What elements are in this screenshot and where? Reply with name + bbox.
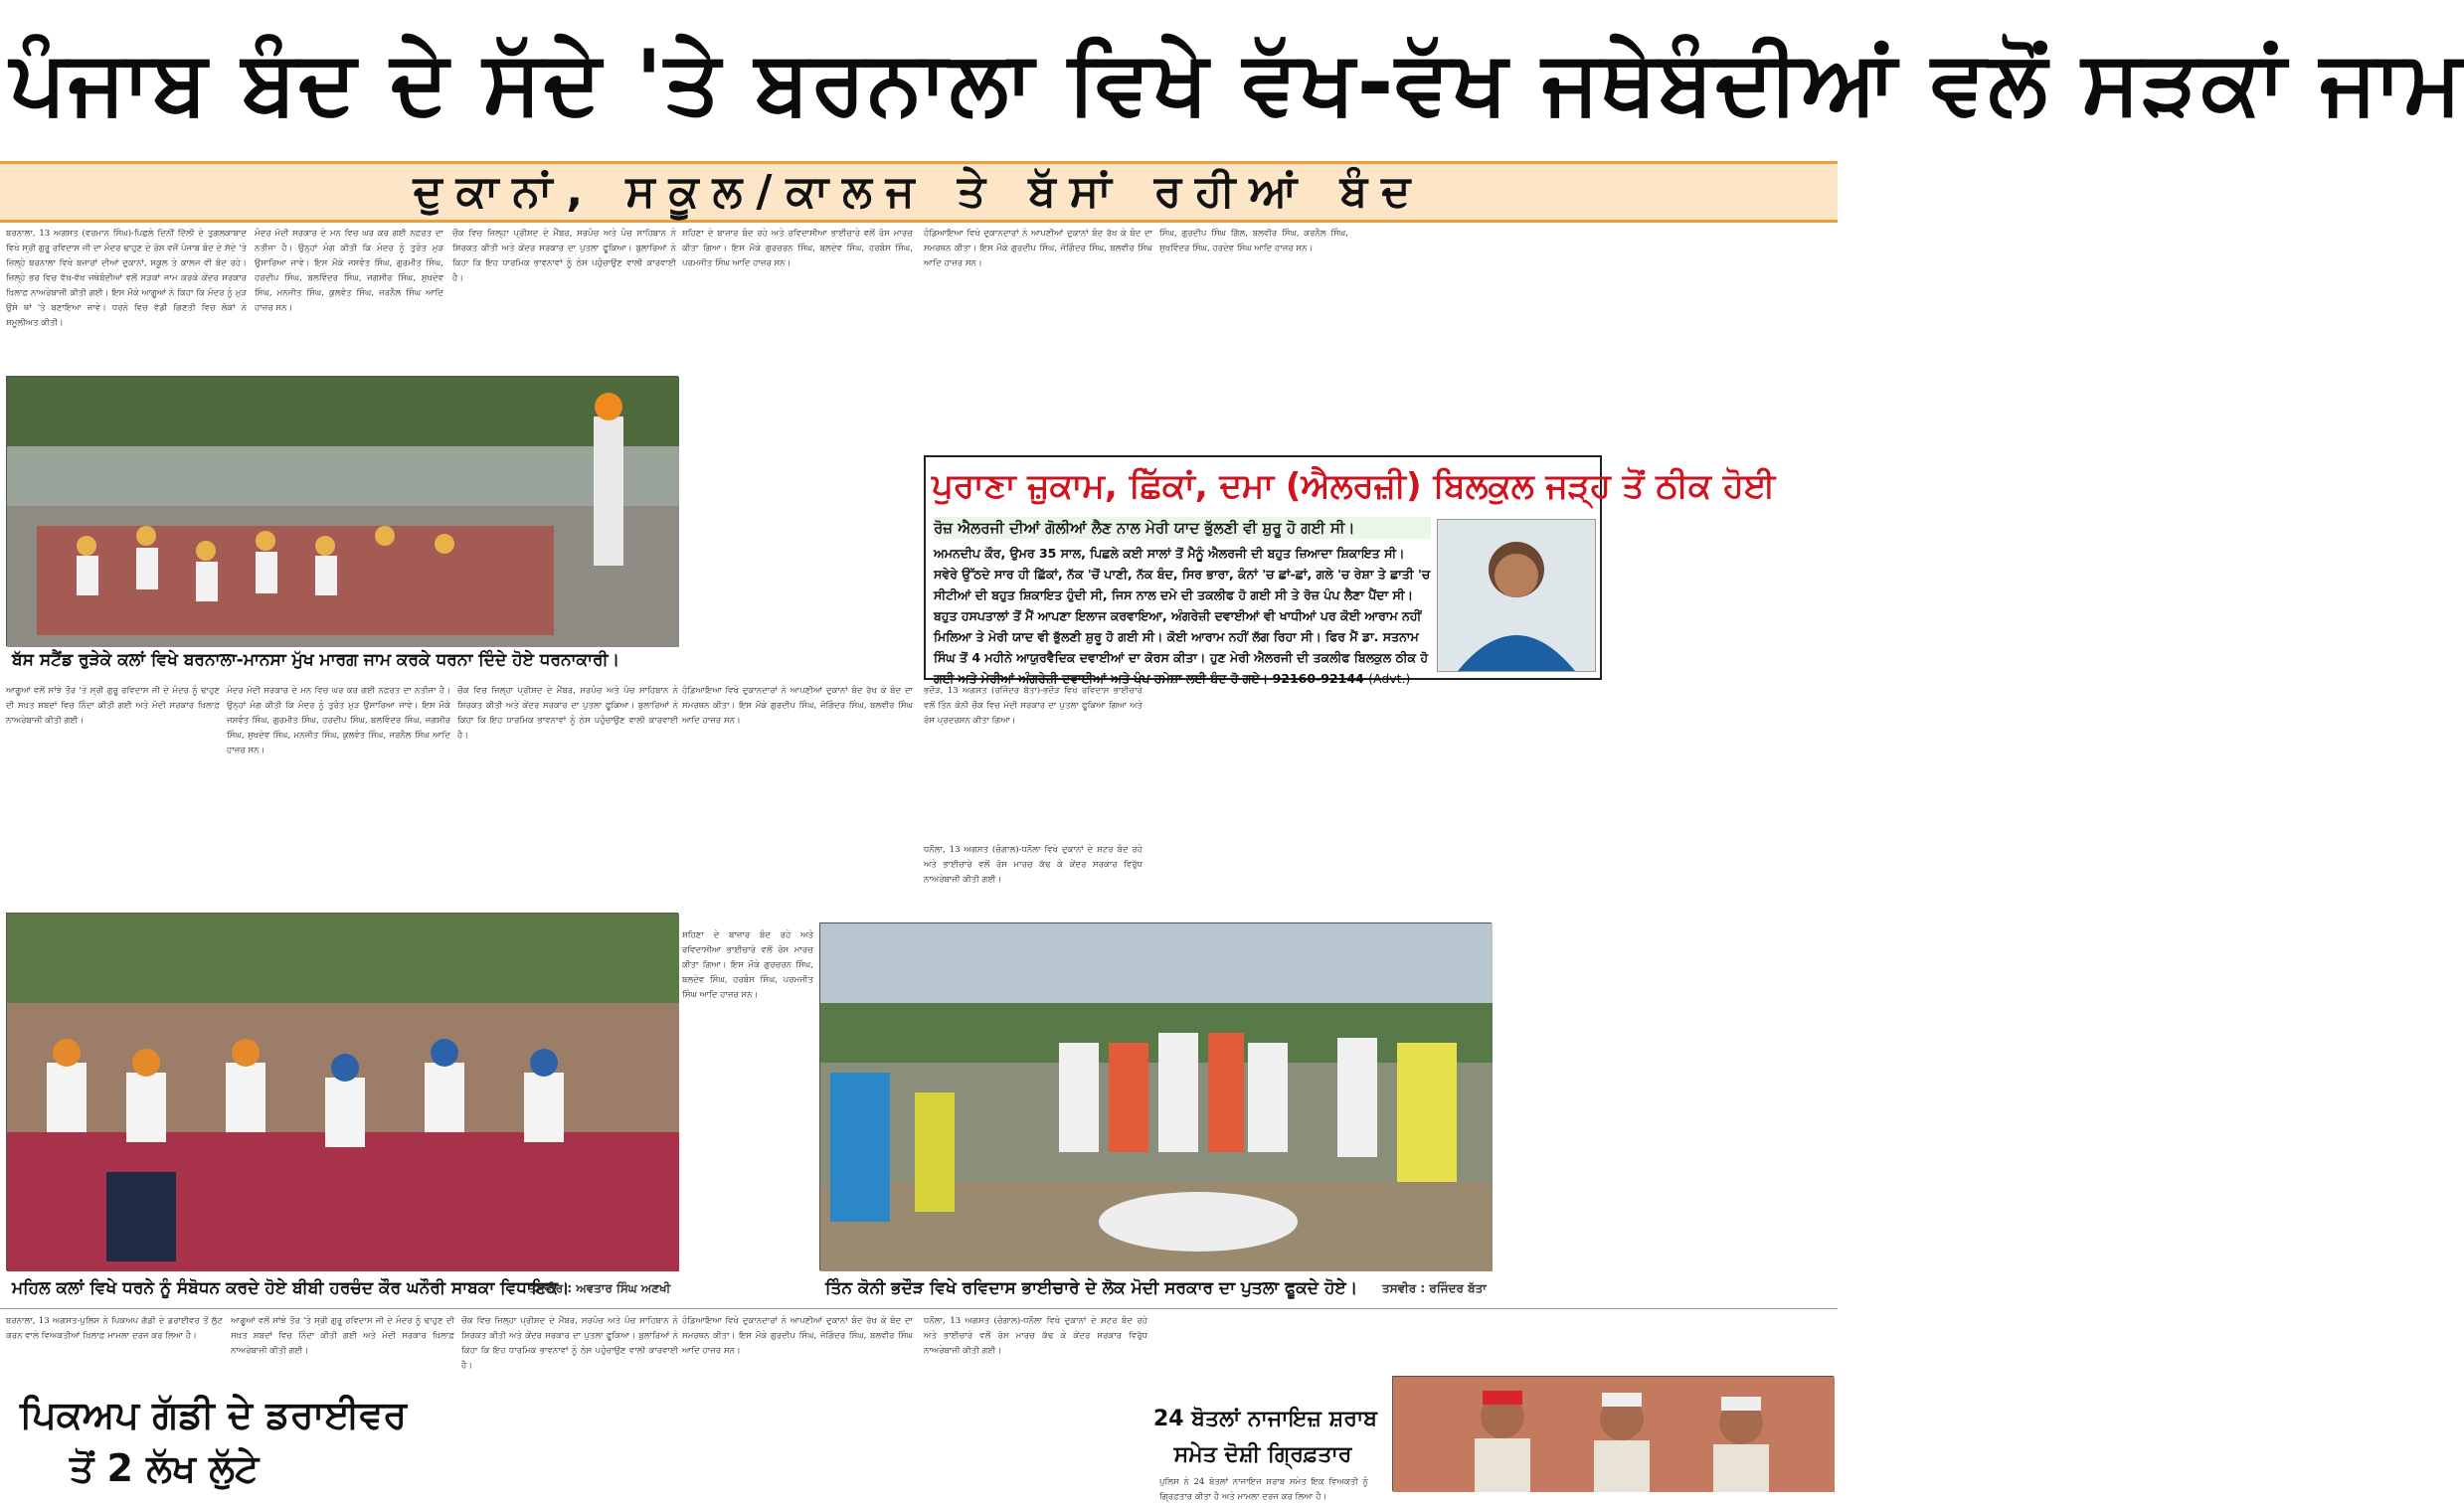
subheadline: ਦੁਕਾਨਾਂ, ਸਕੂਲ/ਕਾਲਜ ਤੇ ਬੱਸਾਂ ਰਹੀਆਂ ਬੰਦ <box>413 166 1425 217</box>
bottom-left-headline: ਪਿਕਅਪ ਗੱਡੀ ਦੇ ਡਰਾਈਵਰ <box>20 1393 408 1436</box>
article-column: ਹੰਡਿਆਇਆ ਵਿਖੇ ਦੁਕਾਨਦਾਰਾਂ ਨੇ ਆਪਣੀਆਂ ਦੁਕਾਨਾਂ ਬੰਦ ਰੱਖ ਕੇ ਬੰਦ ਦਾ ਸਮਰਥਨ ਕੀਤਾ। ਇਸ ਮੌਕੇ ਗੁਰਦੀਪ ਸਿੰਘ, ਜੋਗਿੰਦਰ ਸਿੰਘ, ਬਲਵੀਰ ਸਿੰਘ ਆਦਿ ਹਾਜ਼ਰ ਸਨ। <box>682 1316 913 1356</box>
article-column: ਸ਼ਹਿਣਾ ਦੇ ਬਾਜ਼ਾਰ ਬੰਦ ਰਹੇ ਅਤੇ ਰਵਿਦਾਸੀਆ ਭਾਈਚਾਰੇ ਵਲੋਂ ਰੋਸ ਮਾਰਚ ਕੀਤਾ ਗਿਆ। ਇਸ ਮੌਕੇ ਗੁਰਚਰਨ ਸਿੰਘ, ਬਲਦੇਵ ਸਿੰਘ, ਹਰਬੰਸ ਸਿੰਘ, ਪਰਮਜੀਤ ਸਿੰਘ ਆਦਿ ਹਾਜ਼ਰ ਸਨ। <box>682 229 913 268</box>
article-column: ਬਰਨਾਲਾ, 13 ਅਗਸਤ (ਵਰਮਾਨ ਸਿੰਘ)-ਪਿਛਲੇ ਦਿਨੀਂ ਦਿੱਲੀ ਦੇ ਤੁਗਲਕਾਬਾਦ ਵਿਖੇ ਸ੍ਰੀ ਗੁਰੂ ਰਵਿਦਾਸ ਜੀ ਦਾ ਮੰਦਰ ਢਾਹੁਣ ਦੇ ਰੋਸ ਵਜੋਂ ਪੰਜਾਬ ਬੰਦ ਦੇ ਸੱਦੇ 'ਤੇ ਜ਼ਿਲ੍ਹੇ ਬਰਨਾਲਾ ਵਿਖੇ ਬਜ਼ਾਰਾਂ ਦੀਆਂ ਦੁਕਾਨਾਂ, ਸਕੂਲ ਤੇ ਕਾਲਜ ਵੀ ਬੰਦ ਰਹੇ। ਜ਼ਿਲ੍ਹੇ ਭਰ ਵਿਚ ਵੱਖ-ਵੱਖ ਜਥੇਬੰਦੀਆਂ ਵਲੋਂ ਸੜਕਾਂ ਜਾਮ ਕਰਕੇ ਕੇਂਦਰ ਸਰਕਾਰ ਖ਼ਿਲਾਫ਼ ਨਾਅਰੇਬਾਜ਼ੀ ਕੀਤੀ ਗਈ। ਇਸ ਮੌਕੇ ਆਗੂਆਂ ਨੇ ਕਿਹਾ ਕਿ ਮੰਦਰ ਨੂੰ ਮੁੜ ਉਸੇ ਥਾਂ 'ਤੇ ਬਣਾਇਆ ਜਾਵੇ। ਧਰਨੇ ਵਿਚ ਵੱਡੀ ਗਿਣਤੀ ਵਿਚ ਲੋਕਾਂ ਨੇ ਸ਼ਮੂਲੀਅਤ ਕੀਤੀ। <box>6 229 247 328</box>
advertisement-box <box>924 455 1776 686</box>
article-column: ਚੌਕ ਵਿਚ ਜ਼ਿਲ੍ਹਾ ਪ੍ਰੀਸ਼ਦ ਦੇ ਮੈਂਬਰ, ਸਰਪੰਚ ਅਤੇ ਪੰਚ ਸਾਹਿਬਾਨ ਨੇ ਸ਼ਿਰਕਤ ਕੀਤੀ ਅਤੇ ਕੇਂਦਰ ਸਰਕਾਰ ਦਾ ਪੁਤਲਾ ਫੂਕਿਆ। ਬੁਲਾਰਿਆਂ ਨੇ ਕਿਹਾ ਕਿ ਇਹ ਧਾਰਮਿਕ ਭਾਵਨਾਵਾਂ ਨੂੰ ਠੇਸ ਪਹੁੰਚਾਉਣ ਵਾਲੀ ਕਾਰਵਾਈ ਹੈ। <box>457 686 678 741</box>
ad-subtitle: ਰੋਜ਼ ਐਲਰਜੀ ਦੀਆਂ ਗੋਲੀਆਂ ਲੈਣ ਨਾਲ ਮੇਰੀ ਯਾਦ ਭੁੱਲਣੀ ਵੀ ਸ਼ੁਰੂ ਹੋ ਗਈ ਸੀ। <box>934 517 1431 539</box>
article-column: ਹੰਡਿਆਇਆ ਵਿਖੇ ਦੁਕਾਨਦਾਰਾਂ ਨੇ ਆਪਣੀਆਂ ਦੁਕਾਨਾਂ ਬੰਦ ਰੱਖ ਕੇ ਬੰਦ ਦਾ ਸਮਰਥਨ ਕੀਤਾ। ਇਸ ਮੌਕੇ ਗੁਰਦੀਪ ਸਿੰਘ, ਜੋਗਿੰਦਰ ਸਿੰਘ, ਬਲਵੀਰ ਸਿੰਘ ਆਦਿ ਹਾਜ਼ਰ ਸਨ। <box>924 229 1152 268</box>
article-column: ਪੁਲਿਸ ਨੇ 24 ਬੋਤਲਾਂ ਨਾਜਾਇਜ਼ ਸ਼ਰਾਬ ਸਮੇਤ ਇਕ ਵਿਅਕਤੀ ਨੂੰ ਗ੍ਰਿਫ਼ਤਾਰ ਕੀਤਾ ਹੈ ਅਤੇ ਮਾਮਲਾ ਦਰਜ ਕਰ ਲਿਆ ਹੈ। <box>1159 1477 1368 1502</box>
article-column: ਆਗੂਆਂ ਵਲੋਂ ਸਾਂਝੇ ਤੌਰ 'ਤੇ ਸ੍ਰੀ ਗੁਰੂ ਰਵਿਦਾਸ ਜੀ ਦੇ ਮੰਦਰ ਨੂੰ ਢਾਹੁਣ ਦੀ ਸਖ਼ਤ ਸ਼ਬਦਾਂ ਵਿਚ ਨਿੰਦਾ ਕੀਤੀ ਗਈ ਅਤੇ ਮੋਦੀ ਸਰਕਾਰ ਖ਼ਿਲਾਫ਼ ਨਾਅਰੇਬਾਜ਼ੀ ਕੀਤੀ ਗਈ। <box>231 1316 454 1356</box>
photo-caption: ਤਿੰਨ ਕੋਨੀ ਭਦੌੜ ਵਿਖੇ ਰਵਿਦਾਸ ਭਾਈਚਾਰੇ ਦੇ ਲੋਕ ਮੋਦੀ ਸਰਕਾਰ ਦਾ ਪੁਤਲਾ ਫੂਕਦੇ ਹੋਏ। <box>825 1278 1358 1298</box>
main-headline: ਪੰਜਾਬ ਬੰਦ ਦੇ ਸੱਦੇ 'ਤੇ ਬਰਨਾਲਾ ਵਿਖੇ ਵੱਖ-ਵੱਖ ਜਥੇਬੰਦੀਆਂ ਵਲੋਂ ਸੜਕਾਂ ਜਾਮ <box>10 31 2464 133</box>
photo-police-officers <box>1392 1376 1834 1491</box>
article-column: ਚੌਕ ਵਿਚ ਜ਼ਿਲ੍ਹਾ ਪ੍ਰੀਸ਼ਦ ਦੇ ਮੈਂਬਰ, ਸਰਪੰਚ ਅਤੇ ਪੰਚ ਸਾਹਿਬਾਨ ਨੇ ਸ਼ਿਰਕਤ ਕੀਤੀ ਅਤੇ ਕੇਂਦਰ ਸਰਕਾਰ ਦਾ ਪੁਤਲਾ ਫੂਕਿਆ। ਬੁਲਾਰਿਆਂ ਨੇ ਕਿਹਾ ਕਿ ਇਹ ਧਾਰਮਿਕ ਭਾਵਨਾਵਾਂ ਨੂੰ ਠੇਸ ਪਹੁੰਚਾਉਣ ਵਾਲੀ ਕਾਰਵਾਈ ਹੈ। <box>452 229 676 283</box>
article-column: ਚੌਕ ਵਿਚ ਜ਼ਿਲ੍ਹਾ ਪ੍ਰੀਸ਼ਦ ਦੇ ਮੈਂਬਰ, ਸਰਪੰਚ ਅਤੇ ਪੰਚ ਸਾਹਿਬਾਨ ਨੇ ਸ਼ਿਰਕਤ ਕੀਤੀ ਅਤੇ ਕੇਂਦਰ ਸਰਕਾਰ ਦਾ ਪੁਤਲਾ ਫੂਕਿਆ। ਬੁਲਾਰਿਆਂ ਨੇ ਕਿਹਾ ਕਿ ਇਹ ਧਾਰਮਿਕ ਭਾਵਨਾਵਾਂ ਨੂੰ ਠੇਸ ਪਹੁੰਚਾਉਣ ਵਾਲੀ ਕਾਰਵਾਈ ਹੈ। <box>461 1316 678 1371</box>
photo-credit: ਤਸਵੀਰ : ਅਵਤਾਰ ਸਿੰਘ ਅਣਖੀ <box>529 1281 671 1295</box>
photo-credit: ਤਸਵੀਰ : ਰਜਿੰਦਰ ਬੱਤਾ <box>1382 1281 1487 1295</box>
divider <box>0 1308 1838 1309</box>
article-column: ਮੰਦਰ ਮੋਦੀ ਸਰਕਾਰ ਦੇ ਮਨ ਵਿਚ ਘਰ ਕਰ ਗਈ ਨਫ਼ਰਤ ਦਾ ਨਤੀਜਾ ਹੈ। ਉਨ੍ਹਾਂ ਮੰਗ ਕੀਤੀ ਕਿ ਮੰਦਰ ਨੂੰ ਤੁਰੰਤ ਮੁੜ ਉਸਾਰਿਆ ਜਾਵੇ। ਇਸ ਮੌਕੇ ਜਸਵੰਤ ਸਿੰਘ, ਗੁਰਮੀਤ ਸਿੰਘ, ਹਰਦੀਪ ਸਿੰਘ, ਬਲਵਿੰਦਰ ਸਿੰਘ, ਜਗਸੀਰ ਸਿੰਘ, ਸੁਖਦੇਵ ਸਿੰਘ, ਮਨਜੀਤ ਸਿੰਘ, ਕੁਲਵੰਤ ਸਿੰਘ, ਜਰਨੈਲ ਸਿੰਘ ਆਦਿ ਹਾਜ਼ਰ ਸਨ। <box>255 229 443 313</box>
ad-body: ਅਮਨਦੀਪ ਕੌਰ, ਉਮਰ 35 ਸਾਲ, ਪਿਛਲੇ ਕਈ ਸਾਲਾਂ ਤੋਂ ਮੈਨੂੰ ਐਲਰਜੀ ਦੀ ਬਹੁਤ ਜ਼ਿਆਦਾ ਸ਼ਿਕਾਇਤ ਸੀ। ਸਵੇਰੇ ਉੱਠਦੇ ਸਾਰ ਹੀ ਛਿੱਕਾਂ, ਨੱਕ 'ਚੋਂ ਪਾਣੀ, ਨੱਕ ਬੰਦ, ਸਿਰ ਭਾਰਾ, ਕੰਨਾਂ 'ਚ ਛਾਂ-ਛਾਂ, ਗਲੇ 'ਚ ਰੇਸ਼ਾ ਤੇ ਛਾਤੀ 'ਚ ਸੀਟੀਆਂ ਦੀ ਬਹੁਤ ਸ਼ਿਕਾਇਤ ਹੁੰਦੀ ਸੀ, ਜਿਸ ਨਾਲ ਦਮੇ ਦੀ ਤਕਲੀਫ ਹੋ ਗਈ ਸੀ ਤੇ ਰੋਜ਼ ਪੰਪ ਲੈਣਾ ਪੈਂਦਾ ਸੀ। ਬਹੁਤ ਹਸਪਤਾਲਾਂ ਤੋਂ ਮੈਂ ਆਪਣਾ ਇਲਾਜ ਕਰਵਾਇਆ, ਅੰਗਰੇਜ਼ੀ ਦਵਾਈਆਂ ਵੀ ਖਾਧੀਆਂ ਪਰ ਕੋਈ ਆਰਾਮ ਨਹੀਂ ਮਿਲਿਆ ਤੇ ਮੇਰੀ ਯਾਦ ਵੀ ਭੁੱਲਣੀ ਸ਼ੁਰੂ ਹੋ ਗਈ ਸੀ। ਕੋਈ ਆਰਾਮ ਨਹੀਂ ਲੱਗ ਰਿਹਾ ਸੀ। ਫਿਰ ਮੈਂ ਡਾ. ਸਤਨਾਮ ਸਿੰਘ ਤੋਂ 4 ਮਹੀਨੇ ਆਯੁਰਵੈਦਿਕ ਦਵਾਈਆਂ ਦਾ ਕੋਰਸ ਕੀਤਾ। ਹੁਣ ਮੇਰੀ ਐਲਰਜੀ ਦੀ ਤਕਲੀਫ ਬਿਲਕੁਲ ਠੀਕ ਹੋ ਗਈ ਅਤੇ ਮੇਰੀਆਂ ਅੰਗਰੇਜ਼ੀ ਦਵਾਈਆਂ ਅਤੇ ਪੰਪ ਹਮੇਸ਼ਾ ਲਈ ਬੰਦ ਹੋ ਗਏ। 92160-92144 (Advt.) <box>934 546 1431 686</box>
bottom-left-headline-2: ਤੋਂ 2 ਲੱਖ ਲੁੱਟੇ <box>70 1446 260 1490</box>
photo-caption: ਬੱਸ ਸਟੈਂਡ ਰੁੜੇਕੇ ਕਲਾਂ ਵਿਖੇ ਬਰਨਾਲਾ-ਮਾਨਸਾ ਮੁੱਖ ਮਾਰਗ ਜਾਮ ਕਰਕੇ ਧਰਨਾ ਦਿੰਦੇ ਹੋਏ ਧਰਨਾਕਾਰੀ। <box>12 650 620 670</box>
photo-caption: ਮਹਿਲ ਕਲਾਂ ਵਿਖੇ ਧਰਨੇ ਨੂੰ ਸੰਬੋਧਨ ਕਰਦੇ ਹੋਏ ਬੀਬੀ ਹਰਚੰਦ ਕੌਰ ਘਨੌਰੀ ਸਾਬਕਾ ਵਿਧਾਇਕ। <box>12 1278 570 1298</box>
photo-effigy-burning <box>819 922 1492 1270</box>
article-column: ਸ਼ਹਿਣਾ ਦੇ ਬਾਜ਼ਾਰ ਬੰਦ ਰਹੇ ਅਤੇ ਰਵਿਦਾਸੀਆ ਭਾਈਚਾਰੇ ਵਲੋਂ ਰੋਸ ਮਾਰਚ ਕੀਤਾ ਗਿਆ। ਇਸ ਮੌਕੇ ਗੁਰਚਰਨ ਸਿੰਘ, ਬਲਦੇਵ ਸਿੰਘ, ਹਰਬੰਸ ਸਿੰਘ, ਪਰਮਜੀਤ ਸਿੰਘ ਆਦਿ ਹਾਜ਼ਰ ਸਨ। <box>682 930 813 1000</box>
article-column: ਆਗੂਆਂ ਵਲੋਂ ਸਾਂਝੇ ਤੌਰ 'ਤੇ ਸ੍ਰੀ ਗੁਰੂ ਰਵਿਦਾਸ ਜੀ ਦੇ ਮੰਦਰ ਨੂੰ ਢਾਹੁਣ ਦੀ ਸਖ਼ਤ ਸ਼ਬਦਾਂ ਵਿਚ ਨਿੰਦਾ ਕੀਤੀ ਗਈ ਅਤੇ ਮੋਦੀ ਸਰਕਾਰ ਖ਼ਿਲਾਫ਼ ਨਾਅਰੇਬਾਜ਼ੀ ਕੀਤੀ ਗਈ। <box>6 686 220 726</box>
article-column: ਮੰਦਰ ਮੋਦੀ ਸਰਕਾਰ ਦੇ ਮਨ ਵਿਚ ਘਰ ਕਰ ਗਈ ਨਫ਼ਰਤ ਦਾ ਨਤੀਜਾ ਹੈ। ਉਨ੍ਹਾਂ ਮੰਗ ਕੀਤੀ ਕਿ ਮੰਦਰ ਨੂੰ ਤੁਰੰਤ ਮੁੜ ਉਸਾਰਿਆ ਜਾਵੇ। ਇਸ ਮੌਕੇ ਜਸਵੰਤ ਸਿੰਘ, ਗੁਰਮੀਤ ਸਿੰਘ, ਹਰਦੀਪ ਸਿੰਘ, ਬਲਵਿੰਦਰ ਸਿੰਘ, ਜਗਸੀਰ ਸਿੰਘ, ਸੁਖਦੇਵ ਸਿੰਘ, ਮਨਜੀਤ ਸਿੰਘ, ਕੁਲਵੰਤ ਸਿੰਘ, ਜਰਨੈਲ ਸਿੰਘ ਆਦਿ ਹਾਜ਼ਰ ਸਨ। <box>227 686 450 755</box>
article-column: ਭਦੌੜ, 13 ਅਗਸਤ (ਰਜਿੰਦਰ ਬੱਤਾ)-ਭਦੌੜ ਵਿਖੇ ਰਵਿਦਾਸ ਭਾਈਚਾਰੇ ਵਲੋਂ ਤਿੰਨ ਕੋਨੀ ਚੌਕ ਵਿਚ ਮੋਦੀ ਸਰਕਾਰ ਦਾ ਪੁਤਲਾ ਫੂਕਿਆ ਗਿਆ ਅਤੇ ਰੋਸ ਪ੍ਰਦਰਸ਼ਨ ਕੀਤਾ ਗਿਆ। <box>924 686 1143 726</box>
ad-portrait-photo <box>1437 519 1596 672</box>
ad-title: ਪੁਰਾਣਾ ਜ਼ੁਕਾਮ, ਛਿੱਕਾਂ, ਦਮਾ (ਐਲਰਜ਼ੀ) ਬਿਲਕੁਲ ਜੜ੍ਹ ਤੋਂ ਠੀਕ ਹੋਈ <box>932 466 1776 506</box>
ad-tag: (Advt.) <box>1368 671 1411 686</box>
article-column: ਸਿੰਘ, ਗੁਰਦੀਪ ਸਿੰਘ ਗਿੱਲ, ਬਲਵੀਰ ਸਿੰਘ, ਕਰਨੈਲ ਸਿੰਘ, ਸੁਖਵਿੰਦਰ ਸਿੰਘ, ਹਰਦੇਵ ਸਿੰਘ ਆਦਿ ਹਾਜ਼ਰ ਸਨ। <box>1159 229 1348 253</box>
article-column: ਧਨੌਲਾ, 13 ਅਗਸਤ (ਚੰਗਾਲ)-ਧਨੌਲਾ ਵਿਖੇ ਦੁਕਾਨਾਂ ਦੇ ਸ਼ਟਰ ਬੰਦ ਰਹੇ ਅਤੇ ਭਾਈਚਾਰੇ ਵਲੋਂ ਰੋਸ ਮਾਰਚ ਕੱਢ ਕੇ ਕੇਂਦਰ ਸਰਕਾਰ ਵਿਰੁੱਧ ਨਾਅਰੇਬਾਜ਼ੀ ਕੀਤੀ ਗਈ। <box>924 1316 1147 1356</box>
article-column: ਹੰਡਿਆਇਆ ਵਿਖੇ ਦੁਕਾਨਦਾਰਾਂ ਨੇ ਆਪਣੀਆਂ ਦੁਕਾਨਾਂ ਬੰਦ ਰੱਖ ਕੇ ਬੰਦ ਦਾ ਸਮਰਥਨ ਕੀਤਾ। ਇਸ ਮੌਕੇ ਗੁਰਦੀਪ ਸਿੰਘ, ਜੋਗਿੰਦਰ ਸਿੰਘ, ਬਲਵੀਰ ਸਿੰਘ ਆਦਿ ਹਾਜ਼ਰ ਸਨ। <box>682 686 913 726</box>
photo-mehal-kalan-dharna <box>6 913 678 1270</box>
photo-dharna-bus-stand <box>6 376 678 646</box>
article-column: ਧਨੌਲਾ, 13 ਅਗਸਤ (ਚੰਗਾਲ)-ਧਨੌਲਾ ਵਿਖੇ ਦੁਕਾਨਾਂ ਦੇ ਸ਼ਟਰ ਬੰਦ ਰਹੇ ਅਤੇ ਭਾਈਚਾਰੇ ਵਲੋਂ ਰੋਸ ਮਾਰਚ ਕੱਢ ਕੇ ਕੇਂਦਰ ਸਰਕਾਰ ਵਿਰੁੱਧ ਨਾਅਰੇਬਾਜ਼ੀ ਕੀਤੀ ਗਈ। <box>924 845 1143 885</box>
bottom-right-headline-2: ਸਮੇਤ ਦੋਸ਼ੀ ਗ੍ਰਿਫ਼ਤਾਰ <box>1173 1442 1352 1467</box>
bottom-right-headline: 24 ਬੋਤਲਾਂ ਨਾਜਾਇਜ਼ ਸ਼ਰਾਬ <box>1153 1407 1377 1431</box>
article-column: ਬਰਨਾਲਾ, 13 ਅਗਸਤ-ਪੁਲਿਸ ਨੇ ਪਿਕਅਪ ਗੱਡੀ ਦੇ ਡਰਾਈਵਰ ਤੋਂ ਲੁੱਟ ਕਰਨ ਵਾਲੇ ਵਿਅਕਤੀਆਂ ਖ਼ਿਲਾਫ਼ ਮਾਮਲਾ ਦਰਜ ਕਰ ਲਿਆ ਹੈ। <box>6 1316 223 1341</box>
ad-phone: 92160-92144 <box>1272 671 1364 686</box>
